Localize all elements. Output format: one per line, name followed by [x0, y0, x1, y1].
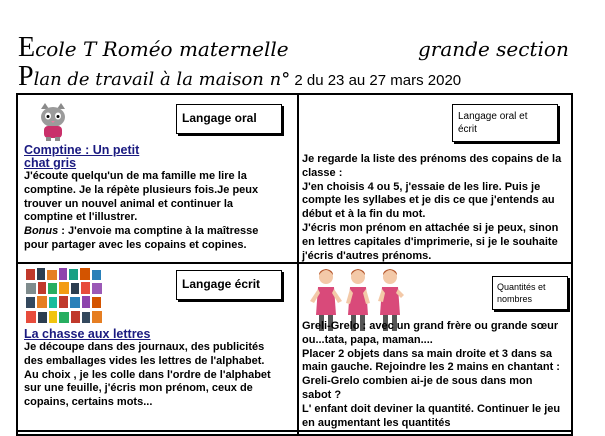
header-line-2	[18, 61, 461, 93]
alphabet-letters-image	[24, 267, 109, 332]
text-line: des emballages vides les lettres de l'alphabet.	[24, 354, 265, 367]
text-line: pour partager avec les copains et copines.	[24, 238, 247, 251]
header-line-1	[18, 32, 569, 64]
category-label-line: écrit	[458, 124, 477, 135]
table-divider-vertical	[297, 95, 299, 434]
text-line: Greli-Grelo combien ai-je de sous dans mon	[302, 375, 533, 388]
plan-title: lan de travail à la maison n	[33, 69, 282, 90]
category-label-line: Quantités et	[497, 282, 546, 292]
text-line: j'écris d'autres prénoms.	[302, 249, 432, 262]
comptine-title: chat gris	[24, 156, 77, 170]
text-line: classe :	[302, 166, 343, 179]
text-line: main gauche. Rejoindre les 2 mains en chantant :	[302, 361, 560, 374]
text-line: Je regarde la liste des prénoms des copains de la	[302, 153, 562, 165]
cat-image	[36, 103, 70, 141]
plan-degree: °	[281, 69, 291, 90]
text-line: L' enfant doit deviner la quantité. Continuer le jeu	[302, 402, 561, 415]
work-plan-table	[16, 93, 573, 436]
text-line: comptine et l'illustrer.	[24, 211, 138, 224]
text-line: trouver un nouvel animal et continuer la	[24, 197, 234, 210]
comptine-title: Comptine : Un petit	[24, 143, 140, 157]
bonus-label: Bonus	[24, 225, 59, 238]
category-label: Langage oral	[182, 111, 257, 125]
text-line: copains, certains mots...	[24, 396, 153, 409]
category-label	[458, 110, 528, 136]
cell-langage-ecrit	[24, 328, 296, 410]
text-line: comptine. Je la répète plusieurs fois.Je peux	[24, 183, 259, 196]
text-line: J'en choisis 4 ou 5, j'essaie de les lire. Puis je	[302, 180, 541, 193]
text-line: Greli-Grelo : avec un grand frère ou grande sœur	[302, 320, 559, 332]
text-line: compte les syllabes et je dis ce que j'entends au	[302, 194, 555, 207]
category-box-langage-oral	[176, 104, 282, 134]
category-label-line: Langage oral et	[458, 111, 528, 122]
text-line: Au choix , je les colle dans l'ordre de l'alphabet	[24, 368, 271, 381]
text-line: début et à la fin du mot.	[302, 208, 426, 221]
text-line: ou...tata, papa, maman....	[302, 333, 433, 346]
bonus-text: : J'envoie ma comptine à la maîtresse	[58, 225, 259, 238]
plan-initial: P	[18, 61, 34, 92]
cell-langage-oral-ecrit	[302, 153, 573, 263]
text-line: J'écoute quelqu'un de ma famille me lire la	[24, 170, 247, 182]
school-name: cole T Roméo maternelle	[35, 37, 289, 61]
category-label	[497, 281, 546, 305]
text-line: Je découpe dans des journaux, des publicités	[24, 341, 265, 353]
plan-dates: 2 du 23 au 27 mars 2020	[290, 72, 462, 89]
category-label: Langage écrit	[182, 277, 261, 291]
text-line: en augmentant les quantités	[302, 416, 451, 429]
section-label: grande section	[418, 37, 569, 61]
text-line: sabot ?	[302, 388, 342, 401]
cell-quantites-nombres	[302, 320, 573, 430]
text-line: Placer 2 objets dans sa main droite et 3 dans sa	[302, 347, 553, 360]
chasse-title: La chasse aux lettres	[24, 327, 151, 341]
category-box-langage-oral-ecrit	[452, 104, 558, 142]
school-initial: E	[18, 32, 36, 63]
category-box-langage-ecrit	[176, 270, 282, 300]
text-line: J'écris mon prénom en attachée si je peux, sinon	[302, 221, 559, 234]
cell-langage-oral	[24, 144, 294, 253]
text-line: en lettres capitales d'imprimerie, si je le souhaite	[302, 235, 558, 248]
text-line: sur une feuille, j'écris mon prénom, ceux de	[24, 382, 253, 395]
category-label-line: nombres	[497, 294, 533, 304]
category-box-quantites-nombres	[492, 276, 568, 310]
bonus-line	[24, 225, 294, 239]
